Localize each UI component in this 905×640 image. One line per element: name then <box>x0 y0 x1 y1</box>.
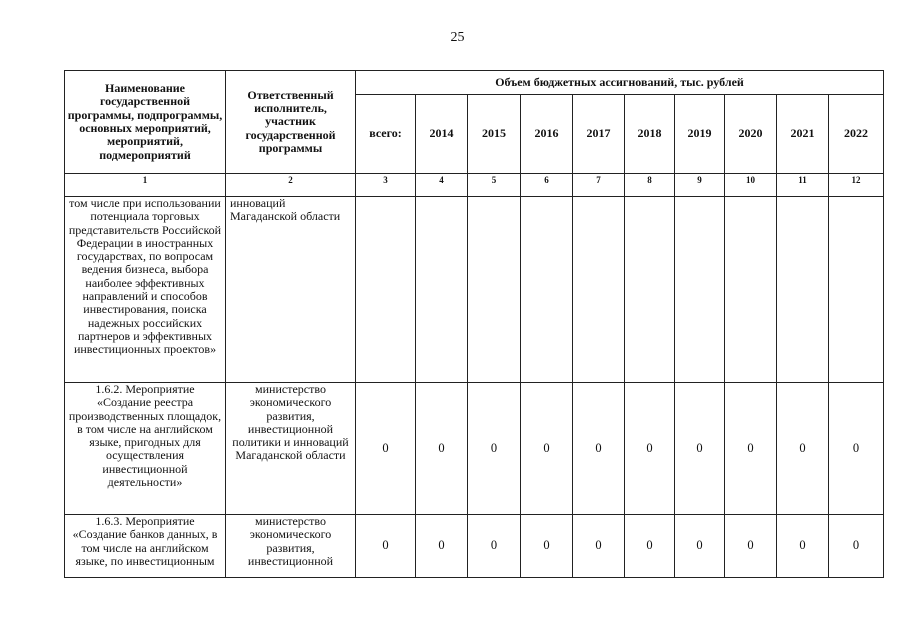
row-name: 1.6.2. Мероприятие «Создание реестра производственных площадок, в том числе на английском языке, пригодных для осуществления инвестиционной деятельности» <box>65 383 226 515</box>
header-year: 2015 <box>468 95 521 174</box>
table-row <box>65 515 884 578</box>
table-row <box>65 383 884 515</box>
value-cell: 0 <box>416 515 468 578</box>
column-number: 7 <box>573 174 625 197</box>
row-name: 1.6.3. Мероприятие «Создание банков данных, в том числе на английском языке, по инвестиционным <box>65 515 226 578</box>
column-number: 1 <box>65 174 226 197</box>
header-responsible: Ответственный исполнитель, участник государственной программы <box>226 71 356 174</box>
row-responsible: министерство экономического развития, инвестиционной <box>226 515 356 578</box>
value-cell: 0 <box>573 515 625 578</box>
header-year: 2022 <box>829 95 884 174</box>
value-cell: 0 <box>777 515 829 578</box>
value-cell: 0 <box>675 515 725 578</box>
budget-table <box>64 70 884 578</box>
header-year: 2018 <box>625 95 675 174</box>
value-cell <box>468 197 521 383</box>
value-cell: 0 <box>675 383 725 515</box>
header-year: 2020 <box>725 95 777 174</box>
value-cell: 0 <box>625 515 675 578</box>
header-year: 2017 <box>573 95 625 174</box>
row-name: том числе при использовании потенциала торговых представительств Российской Федерации в иностранных государствах, по вопросам ведения бизнеса, выбора наиболее эффективных направлений и способов инвестирования, поиска надежных российских партнеров и эффективных инвестиционных проектов» <box>65 197 226 383</box>
value-total: 0 <box>356 515 416 578</box>
column-number: 8 <box>625 174 675 197</box>
value-total: 0 <box>356 383 416 515</box>
value-cell <box>777 197 829 383</box>
value-cell <box>725 197 777 383</box>
header-year: 2014 <box>416 95 468 174</box>
header-year: 2016 <box>521 95 573 174</box>
value-cell: 0 <box>416 383 468 515</box>
value-cell <box>573 197 625 383</box>
header-row <box>65 71 884 95</box>
value-cell <box>625 197 675 383</box>
value-cell: 0 <box>829 383 884 515</box>
header-budget-group: Объем бюджетных ассигнований, тыс. рублей <box>356 71 884 95</box>
value-cell: 0 <box>725 383 777 515</box>
table-row <box>65 197 884 383</box>
value-cell: 0 <box>521 383 573 515</box>
value-cell: 0 <box>625 383 675 515</box>
value-cell <box>829 197 884 383</box>
column-number: 4 <box>416 174 468 197</box>
value-cell: 0 <box>468 383 521 515</box>
value-cell: 0 <box>829 515 884 578</box>
column-number: 6 <box>521 174 573 197</box>
column-number: 5 <box>468 174 521 197</box>
value-cell: 0 <box>573 383 625 515</box>
header-total: всего: <box>356 95 416 174</box>
column-number: 11 <box>777 174 829 197</box>
row-responsible: инноваций Магаданской области <box>226 197 356 383</box>
value-cell: 0 <box>521 515 573 578</box>
value-cell <box>416 197 468 383</box>
value-total <box>356 197 416 383</box>
value-cell: 0 <box>725 515 777 578</box>
column-number: 3 <box>356 174 416 197</box>
column-number: 12 <box>829 174 884 197</box>
header-name: Наименование государственной программы, подпрограммы, основных мероприятий, мероприятий, подмероприятий <box>65 71 226 174</box>
value-cell <box>675 197 725 383</box>
header-year: 2019 <box>675 95 725 174</box>
value-cell: 0 <box>468 515 521 578</box>
page-number: 25 <box>450 30 465 45</box>
column-number: 10 <box>725 174 777 197</box>
column-number-row <box>65 174 884 197</box>
value-cell: 0 <box>777 383 829 515</box>
column-number: 2 <box>226 174 356 197</box>
row-responsible: министерство экономического развития, инвестиционной политики и инноваций Магаданской области <box>226 383 356 515</box>
value-cell <box>521 197 573 383</box>
header-year: 2021 <box>777 95 829 174</box>
column-number: 9 <box>675 174 725 197</box>
